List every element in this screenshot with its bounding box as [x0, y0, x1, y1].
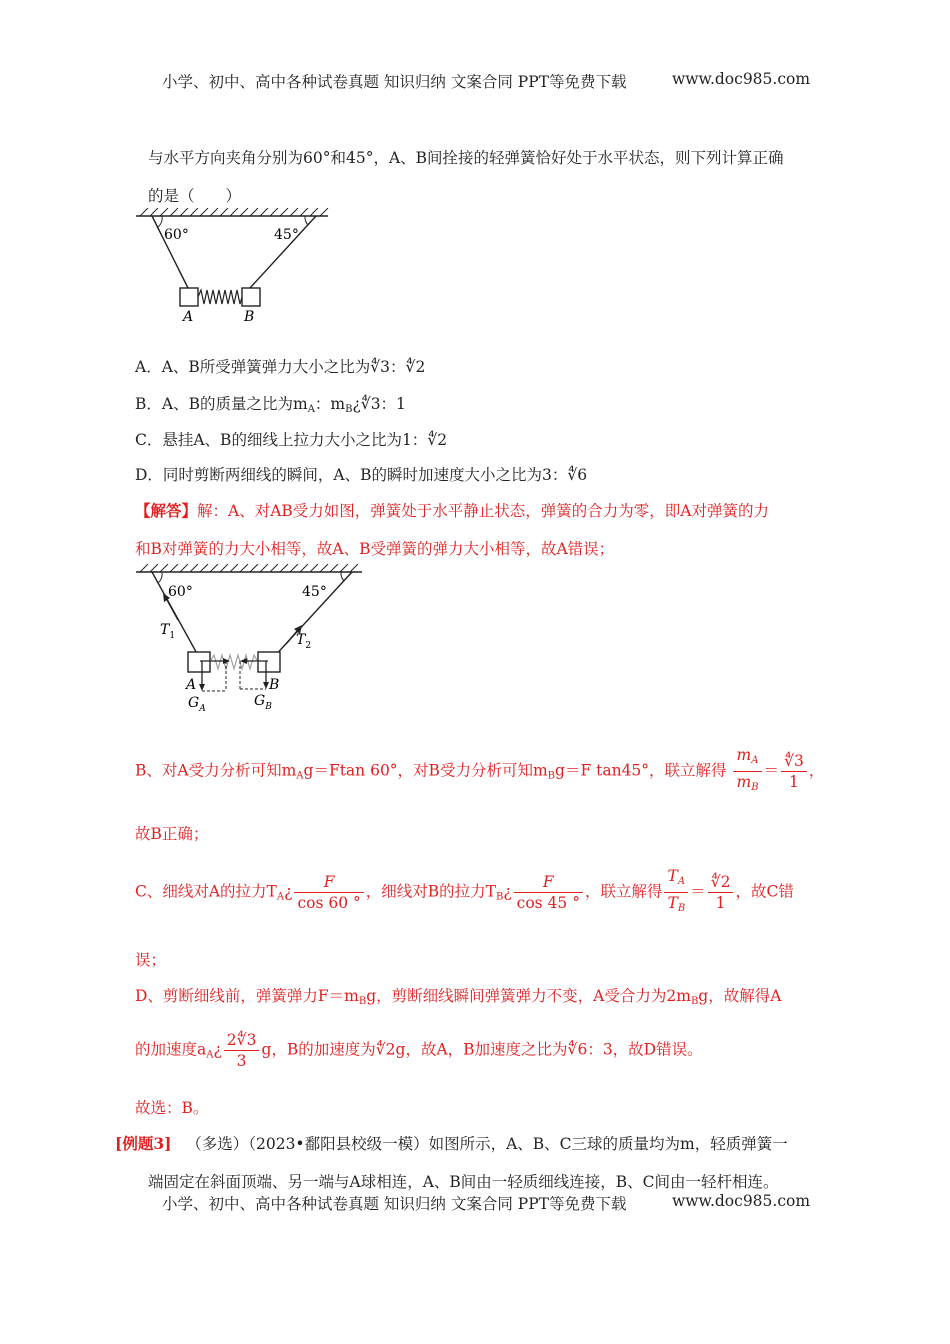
answer-line-2: 和B对弹簧的力大小相等，故A、B受弹簧的弹力大小相等，故A错误；	[135, 540, 615, 558]
question-line-2: 的是（ ）	[148, 187, 242, 205]
question-line-1: 与水平方向夹角分别为60°和45°，A、B间拴接的轻弹簧恰好处于水平状态，则下列计算正确	[148, 149, 784, 167]
answer-b-line: B、对A受力分析可知$m_Ag=Ftan$ 60°，对B受力分析可知$m_Bg=F$ tan45°，联立解得 $\frac{m_A}{m_B}$ ＝ $\frac{∜3}{1}$ ，	[135, 745, 824, 798]
angle-right-label: 45°	[302, 584, 327, 600]
arrow-t1	[166, 598, 178, 620]
label-a: A	[186, 677, 197, 693]
t1-label: $T_1$	[160, 622, 176, 641]
block-b	[258, 652, 280, 672]
example-3-line-1: [例题3] （多选）（2023•鄱阳县校级一模）如图所示，A、B、C三球的质量均为m，轻质弹簧一	[115, 1134, 788, 1153]
label-a: A	[183, 309, 194, 325]
option-b: B．A、B的质量之比为$m_A$：$m_B¿∜3$：1	[135, 395, 406, 415]
angle-left-label: 60°	[168, 584, 193, 600]
figure-1-spring-diagram	[130, 208, 335, 328]
label-b: B	[269, 677, 280, 693]
answer-line-1: 【解答】解：A、对AB受力如图，弹簧处于水平静止状态，弹簧的合力为零，即A对弹簧的力	[135, 501, 769, 520]
angle-arc-left	[158, 216, 162, 227]
ceiling-hatch	[140, 208, 328, 216]
block-b	[242, 288, 260, 306]
answer-d-line-1: D、剪断细线前，弹簧弹力$F=m_Bg$，剪断细线瞬间弹簧弹力不变，A受合力为$2m_Bg$，故解得A	[135, 987, 782, 1007]
block-a	[180, 288, 198, 306]
answer-c-line: C、细线对A的拉力$T_A¿$ $\frac{F}{\cos 60 ^\circ}$ ，细线对B的拉力$T_B¿$ $\frac{F}{\cos 45 ^\circ}$ ，联立解得 $\frac{T_A}{T_B}$ ＝ $\frac{∜2}{1}$ ，故C错	[135, 867, 794, 914]
option-c: C．悬挂A、B的细线上拉力大小之比为1：∜2	[135, 431, 448, 449]
answer-d-line-2: 的加速度$a_A¿$ $\frac{2∜3}{3}$ g，B的加速度为∜2g，故A，B加速度之比为∜6：3，故D错误。	[135, 1031, 703, 1070]
answer-tag: 【解答】	[135, 501, 198, 520]
example-3-tag: [例题3]	[115, 1134, 172, 1153]
spring	[210, 655, 258, 669]
spring	[198, 290, 242, 304]
angle-left-label: 60°	[164, 227, 189, 243]
answer-c-tail: 误；	[135, 951, 167, 969]
answer-choice: 故选：B。	[135, 1099, 209, 1117]
option-a: A．A、B所受弹簧弹力大小之比为∜3：∜2	[135, 358, 426, 376]
footer-text: 小学、初中、高中各种试卷真题 知识归纳 文案合同 PPT等免费下载	[162, 1195, 627, 1213]
gb-label: $G_B$	[254, 693, 272, 712]
angle-arc-right	[305, 216, 308, 225]
block-a	[188, 652, 210, 672]
fraction-result-b: $\frac{∜3}{1}$	[781, 751, 807, 792]
option-d: D．同时剪断两细线的瞬间，A、B的瞬时加速度大小之比为3：∜6	[135, 466, 588, 484]
header-text: 小学、初中、高中各种试卷真题 知识归纳 文案合同 PPT等免费下载	[162, 73, 627, 91]
t2-label: $T_2$	[296, 632, 312, 651]
ga-label: $G_A$	[188, 695, 206, 714]
fraction-ma-mb: $\frac{m_A}{m_B}$	[733, 745, 761, 798]
footer-url[interactable]: www.doc985.com	[672, 1192, 811, 1210]
answer-b-conclusion: 故B正确；	[135, 825, 209, 843]
label-b: B	[244, 309, 255, 325]
figure-2-force-diagram	[130, 564, 368, 714]
header-url[interactable]: www.doc985.com	[672, 70, 811, 88]
angle-right-label: 45°	[274, 227, 299, 243]
example-3-line-2: 端固定在斜面顶端、另一端与A球相连，A、B间由一轻质细线连接，B、C间由一轻杆相连。	[148, 1173, 779, 1191]
